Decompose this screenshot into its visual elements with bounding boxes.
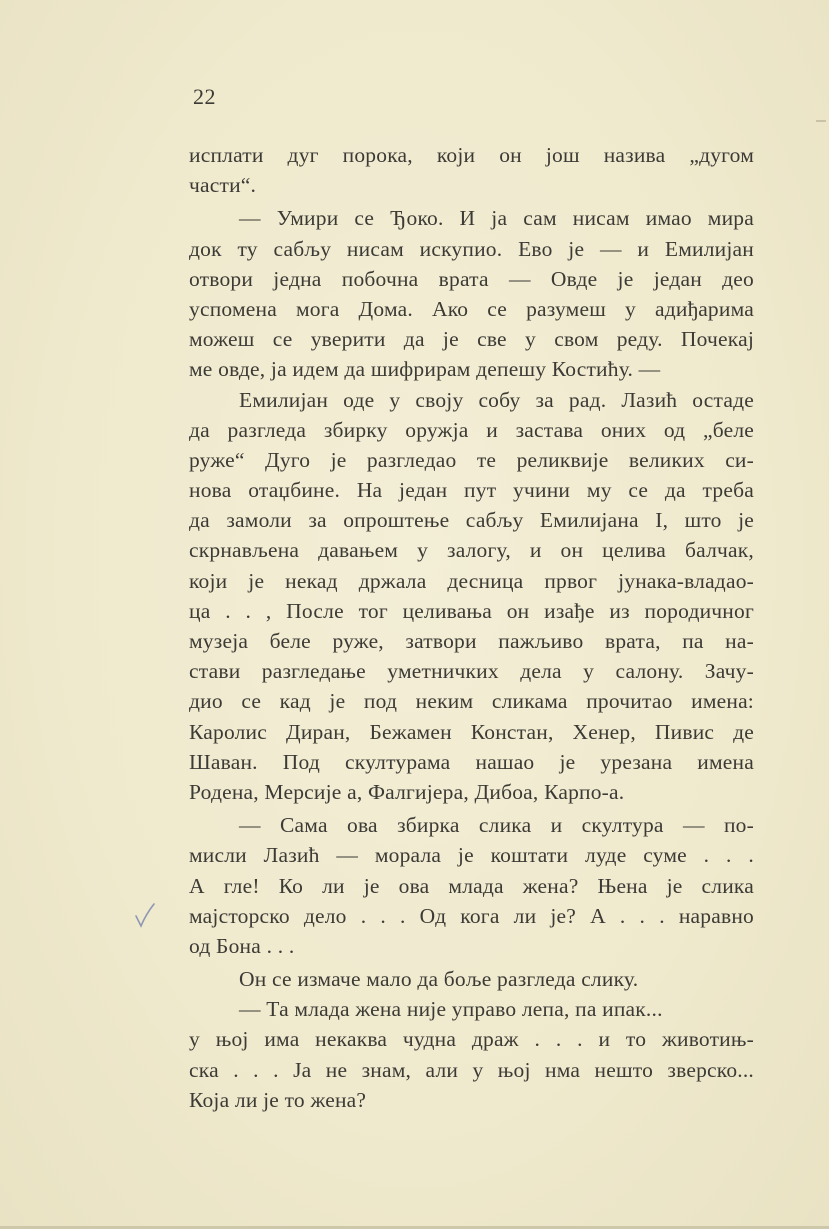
text-line: Која ли је то жена? xyxy=(189,1087,367,1112)
text-line: Шаван. Под скултурама нашао је урезана имена xyxy=(189,749,754,774)
text-line: ска . . . Ја не знам, али у њој нма нешто зверско... xyxy=(189,1057,754,1082)
text-line: отвори једна побочна врата — Овде је један део xyxy=(189,266,754,291)
text-line: који је некад држала десница првог јунака-владао- xyxy=(189,568,754,593)
text-line: — Сама ова збирка слика и скултура — по- xyxy=(239,813,754,838)
text-line: стави разгледање уметничких дела у салону. Зачу- xyxy=(189,659,754,684)
text-line: дио се кад је под неким сликама прочитао имена: xyxy=(189,689,754,714)
text-line: у њој има некаква чудна драж . . . и то животињ- xyxy=(189,1027,754,1052)
text-line: ме овде, ја идем да шифрирам депешу Костићу. — xyxy=(189,357,661,382)
text-line: мајсторско дело . . . Од кога ли је? А . . . наравно xyxy=(189,903,754,928)
text-line: Емилијан оде у своју собу за рад. Лазић остаде xyxy=(239,387,754,412)
text-line: А гле! Ко ли је ова млада жена? Њена је слика xyxy=(189,873,754,898)
text-line: мисли Лазић — морала је коштати луде суме . . . xyxy=(189,843,754,868)
text-line: Родена, Мерсије а, Фалгијера, Дибоа, Карпо-а. xyxy=(189,779,625,804)
text-line: — Та млада жена није управо лепа, па ипак... xyxy=(239,997,663,1022)
text-line: музеја беле руже, затвори пажљиво врата, па на- xyxy=(189,629,754,653)
body-text xyxy=(189,140,754,1115)
text-line: нова отаџбине. На један пут учини му се да треба xyxy=(189,478,754,503)
text-line: скрнављена давањем у залогу, и он целива балчак, xyxy=(189,538,754,563)
text-line: Каролис Диран, Бежамен Констан, Хенер, Пивис де xyxy=(189,719,754,744)
text-line: руже“ Дуго је разгледао те реликвије великих си- xyxy=(189,447,754,472)
text-line: док ту сабљу нисам искупио. Ево је — и Емилијан xyxy=(189,236,754,261)
text-line: исплати дуг порока, који он још назива „дугом xyxy=(189,143,754,167)
edge-mark xyxy=(816,120,826,122)
text-line: успомена мога Дома. Ако се разумеш у адиђарима xyxy=(189,296,754,321)
text-line: од Бона . . . xyxy=(189,933,295,958)
pencil-check-mark xyxy=(134,902,156,928)
text-line: да замоли за опроштење сабљу Емилијана I, што је xyxy=(189,508,754,533)
page-number: 22 xyxy=(193,84,216,109)
text-line: можеш се уверити да је све у свом реду. Почекај xyxy=(189,327,754,352)
text-line: — Умири се Ђоко. И ја сам нисам имао мира xyxy=(239,206,754,231)
text-line: Он се измаче мало да боље разгледа слику. xyxy=(239,967,639,992)
text-line: да разгледа збирку оружја и застава оних од „беле xyxy=(189,417,754,442)
text-line: ца . . , После тог целивања он изађе из породичног xyxy=(189,598,754,623)
text-line: части“. xyxy=(189,173,257,198)
